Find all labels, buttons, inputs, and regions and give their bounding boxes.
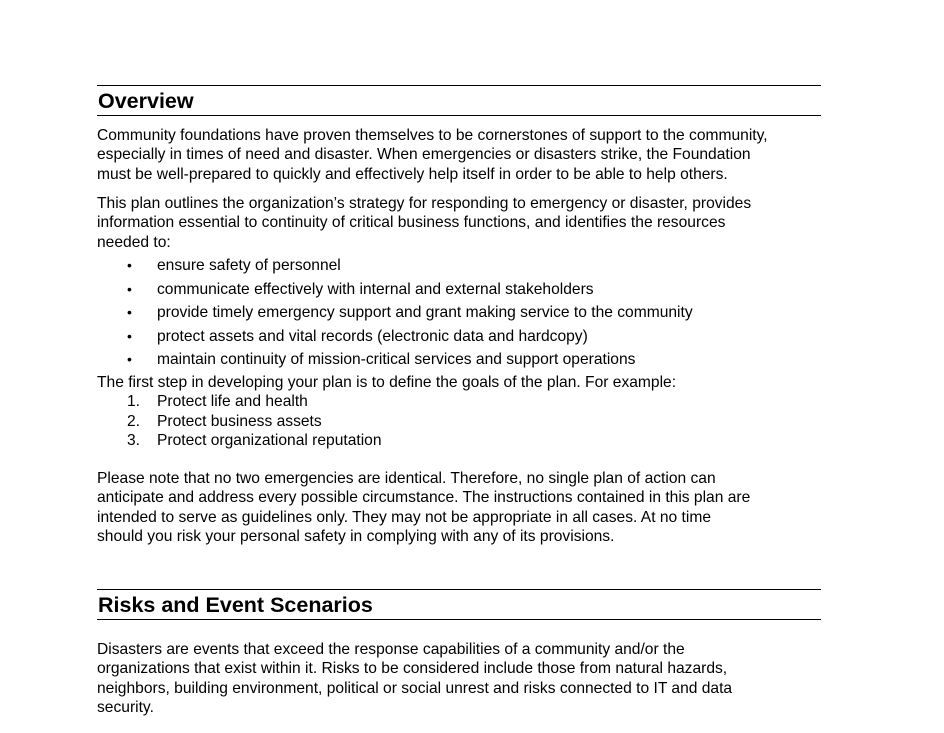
text-line: Community foundations have proven themselves to be cornerstones of support to the community,	[97, 127, 768, 144]
list-number: 3.	[127, 432, 141, 449]
list-item-text: ensure safety of personnel	[157, 257, 341, 274]
list-item-text: communicate effectively with internal and external stakeholders	[157, 280, 594, 298]
section-heading-risks: Risks and Event Scenarios	[98, 593, 373, 617]
text-line: neighbors, building environment, political or social unrest and risks connected to IT and data	[97, 679, 733, 697]
bullet-icon: •	[127, 304, 132, 321]
list-item-text: Protect life and health	[157, 393, 308, 410]
text-line: information essential to continuity of critical business functions, and identifies the resources	[97, 214, 726, 232]
bullet-icon: •	[127, 280, 132, 297]
list-item-text: provide timely emergency support and grant making service to the community	[157, 304, 693, 322]
text-line: intended to serve as guidelines only. They may not be appropriate in all cases. At no time	[97, 508, 712, 526]
bullet-icon: •	[127, 351, 132, 368]
text-line: organizations that exist within it. Risks to be considered include those from natural hazards,	[97, 660, 728, 678]
text-line: should you risk your personal safety in complying with any of its provisions.	[97, 528, 615, 546]
text-line: Disasters are events that exceed the response capabilities of a community and/or the	[97, 641, 685, 658]
risks-paragraph-1	[97, 640, 821, 718]
section-rule-bottom	[97, 115, 821, 116]
section-rule-top	[97, 589, 821, 590]
list-number: 2.	[127, 412, 141, 430]
overview-paragraph-1	[97, 126, 821, 184]
text-line: must be well-prepared to quickly and effectively help itself in order to be able to help others.	[97, 165, 728, 183]
text-line: needed to:	[97, 233, 171, 251]
section-rule-bottom	[97, 619, 821, 620]
text-line: The first step in developing your plan is to define the goals of the plan. For example:	[97, 374, 677, 391]
list-item-text: protect assets and vital records (electronic data and hardcopy)	[157, 327, 588, 345]
overview-paragraph-3	[97, 469, 821, 547]
goals-intro	[97, 373, 821, 392]
list-item-text: Protect organizational reputation	[157, 432, 382, 449]
text-line: Please note that no two emergencies are identical. Therefore, no single plan of action can	[97, 470, 716, 487]
overview-paragraph-2	[97, 194, 821, 252]
text-line: especially in times of need and disaster. When emergencies or disasters strike, the Foundation	[97, 146, 751, 164]
section-heading-overview: Overview	[98, 89, 194, 113]
section-rule-top	[97, 85, 821, 86]
list-item-text: Protect business assets	[157, 412, 322, 430]
bullet-icon: •	[127, 257, 132, 273]
text-line: anticipate and address every possible circumstance. The instructions contained in this plan are	[97, 489, 751, 507]
list-number: 1.	[127, 393, 141, 410]
text-line: security.	[97, 699, 154, 717]
text-line: This plan outlines the organization’s strategy for responding to emergency or disaster, provides	[97, 195, 752, 212]
bullet-icon: •	[127, 327, 132, 344]
list-item-text: maintain continuity of mission-critical services and support operations	[157, 351, 636, 369]
